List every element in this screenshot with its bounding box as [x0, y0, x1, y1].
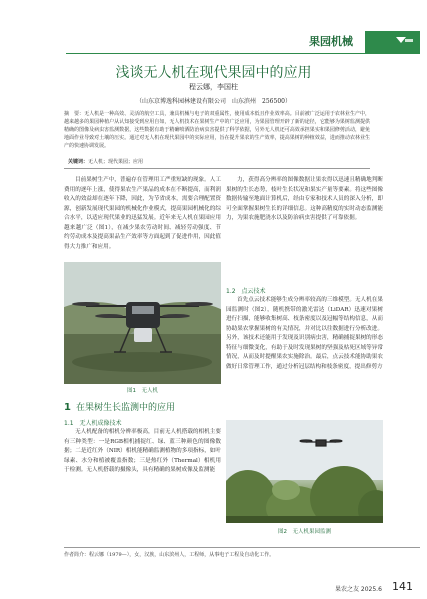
- orchard-illustration: [226, 420, 383, 523]
- footnote-divider: [64, 547, 420, 548]
- article-affiliation: （山东京博逸科园林建设有限公司 山东滨州 256500）: [136, 98, 291, 105]
- imaging-paragraph: 无人机配备的相机分辨率极高，目前无人机搭载的相机主要有三种类型：一是RGB相机捕捉红、绿、蓝三种颜色的图像数据；二是近红外（NIR）相机能精确监测植物的多项指标，如叶绿素、水分和植被覆盖指数；三是热红外（Thermal）相机用于检测。无人机搭载的摄像头，具有精确的果树成像及监测能: [64, 429, 221, 473]
- subsection-heading-1-2: 1.2 点云技术: [226, 288, 266, 295]
- article-abstract: 摘 要：无人机是一种高效、灵活的航空工具，兼具机械与电子的双重属性，使用成本低且作业效率高。目前被广泛运用于农林业生产中，越来越多的果园种植户从认知接受到应用自如，无人机技术在果树生产中的广泛应用，为果园管理开辟了新的途径，它能够为果树监测提供精确的图像及病虫害监测数据，这些数据有助于精确喷洒防治病虫害提供了科学依据，另外无人机还可高效承担果实和果园修剪活动，避免地面作业导致对土壤的压实。通过对无人机在现代果园中的实际应用，旨在提升果农的生产效率，提高果树的种植效益，进而推动农林业生产的快速协调发展。: [64, 111, 370, 149]
- figure-1-caption: 图1 无人机: [127, 388, 158, 394]
- author-footnote: 作者简介：程云娜（1979—），女，汉族，山东滨州人，工程师，从事电子工程及自动化工作。: [64, 552, 275, 558]
- keywords-text: 无人机；现代果园；应用: [88, 159, 144, 165]
- keywords-line: [68, 158, 143, 165]
- header-divider: [66, 53, 420, 54]
- intro-column-right: [226, 176, 383, 224]
- figure-2-orchard-photo: [226, 420, 383, 523]
- section-number: 1: [64, 402, 71, 413]
- figure-1-drone-photo: [64, 262, 221, 384]
- section-1-2-text: [226, 296, 383, 372]
- section-tag-bar: [365, 31, 420, 53]
- section-title: 在果树生长监测中的应用: [75, 403, 175, 413]
- section-tag: 果园机械: [309, 35, 353, 48]
- monitoring-paragraph: 力，获得高分辨率的图像数据让果农得以迅速且精确地判断果树的生长态势，枝叶生长状况和果实产量等要素。将这些图像数据传输至地面计算机后，经由专家和技术人员的深入分析，即可全面掌握果树生长的详细信息。这种高精度的实时动态监测能力，为果农施肥浇水以及防治病虫害提供了可靠依据。: [226, 177, 383, 221]
- point-cloud-paragraph: 首先点云技术能够生成分辨率较高的三维模型。无人机在果园监测时（图2），随机携带的激光雷达（LiDAR）迅速对果树进行扫描，能够收集树高、枝条密度以及冠幅等结构信息，从而协助果农掌握果树的有关情况，并对比以往数据进行分析改进。另外，该技术还能用于发现及识别病虫害，精确捕捉果树的形态特征与细微变化，有助于及时发现果树的坚强及枯死区域等异常情况，从而及时提醒果农实施除治。最后，点云技术能协助果农做好日常管理工作，通过分析冠层结构和枝条密度，提出修剪方: [226, 297, 383, 370]
- page-number: 141: [392, 580, 413, 593]
- tag-accent-mark: [405, 39, 413, 42]
- drone-illustration: [64, 262, 221, 384]
- article-title: 浅谈无人机在现代果园中的应用: [115, 65, 312, 81]
- subsection-heading-1-1: 1.1 无人机成像技术: [64, 420, 122, 427]
- journal-footer: 果农之友 2025.6: [335, 586, 382, 593]
- abstract-divider: [64, 168, 370, 169]
- section-heading-1: [64, 400, 175, 413]
- section-1-1-text: [64, 428, 221, 476]
- intro-column-left: [64, 176, 221, 252]
- intro-paragraph: 目前果树生产中，普遍存在管理用工严重短缺的现象。人工费用的逐年上涨，使得果农生产果品的成本在不断提高，而利润收入的效益却在逐年下降，因此，为节省成本，需要合理配置资源，创新发展现代果园的机械化作业模式，提高果园机械化的综合水平，以适应现代果业的迅猛发展。近年来无人机在果园应用越来越广泛（图1），在减少果农劳动时间、减轻劳动强度、节约劳动成本及提高果品生产效率等方面起到了促进作用，因此值得大力推广和应用。: [64, 177, 221, 250]
- keywords-label: 关键词：: [68, 159, 89, 165]
- figure-2-caption: 图2 无人机果园监测: [278, 529, 331, 535]
- article-authors: 程云娜，李国柱: [189, 83, 238, 91]
